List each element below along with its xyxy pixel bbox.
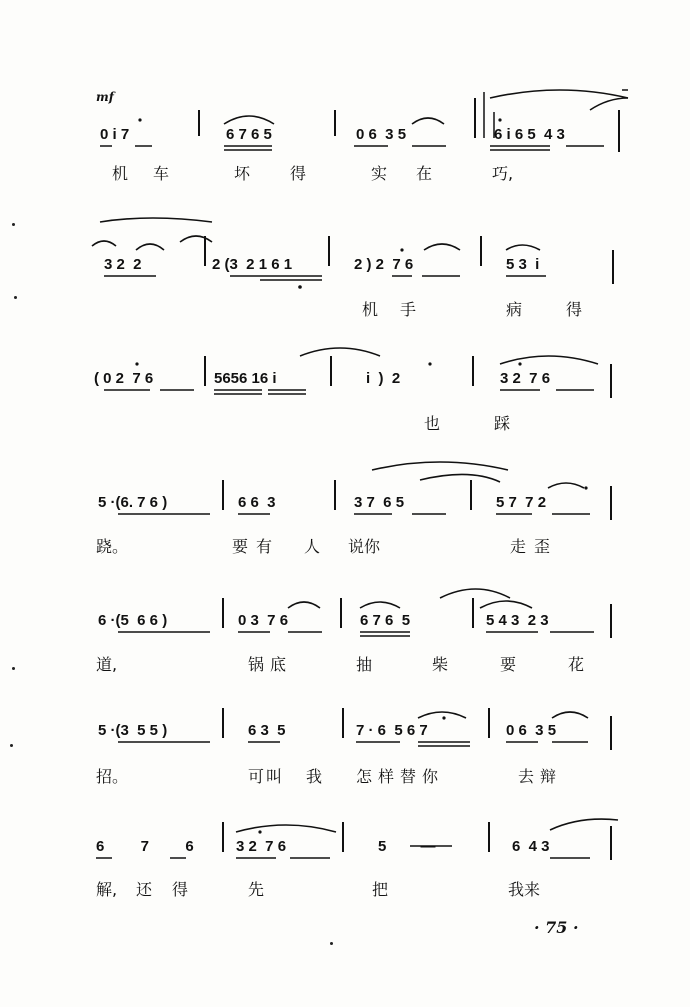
lyric: 得 [172, 880, 189, 899]
lyric: 手 [400, 300, 417, 319]
measure-notes: 2 ) 2 7 6 [354, 256, 414, 273]
lyric: 机 [362, 300, 379, 319]
lyric: 花 [568, 655, 585, 674]
measure-notes: 6 7 6 [96, 838, 194, 855]
measure-notes: 6 4 3 [512, 838, 550, 855]
measure-notes: 0 6 3 5 [356, 126, 407, 143]
lyric: 车 [153, 164, 170, 183]
page-number: · 75 · [534, 918, 579, 937]
measure-notes: 6 3 5 [248, 722, 286, 739]
lyric: 招。 [96, 767, 129, 786]
lyric: 巧, [492, 164, 514, 183]
measure-notes: 7 · 6 5 6 7 [356, 722, 428, 739]
lyric: 先 [248, 880, 265, 899]
lyric: 要 [500, 655, 517, 674]
lyric: 踩 [494, 414, 511, 433]
lyric: 去辩 [518, 767, 563, 786]
measure-notes: 0 i 7 [100, 126, 130, 143]
measure-notes: 2 (3 2 1 6 1 [212, 256, 293, 273]
measure-notes: 0 3 7 6 [238, 612, 289, 629]
dynamic-marking: mf [96, 90, 114, 104]
measure-notes: 3 7 6 5 [354, 494, 405, 511]
lyric: 坏 [234, 164, 251, 183]
lyric: 说你 [348, 537, 381, 556]
measure-notes: 3 2 7 6 [500, 370, 551, 387]
measure-notes: 3 2 7 6 [236, 838, 287, 855]
lyric: 道, [96, 655, 118, 674]
measure-notes: 3 2 2 [104, 256, 142, 273]
measure-notes: 6 7 6 5 [360, 612, 411, 629]
measure-notes: 6 ·(5 6 6 ) [98, 612, 168, 629]
measure-notes: 5 4 3 2 3 [486, 612, 549, 629]
measure-notes: 5 7 7 2 [496, 494, 547, 511]
lyric: 在 [416, 164, 433, 183]
lyric: 机 [112, 164, 129, 183]
lyric: 人 [304, 537, 321, 556]
measure-notes: 5656 16 i [214, 370, 277, 387]
lyric: 病 [506, 300, 523, 319]
measure-notes: 0 6 3 5 [506, 722, 557, 739]
measure-notes: 6 i 6 5 4 3 [494, 126, 565, 143]
lyric: 怎样替你 [356, 767, 445, 786]
lyric: 还 [136, 880, 153, 899]
measure-notes: 5 ·(6. 7 6 ) [98, 494, 168, 511]
lyric: 柴 [432, 655, 449, 674]
lyric: 我 [306, 767, 323, 786]
lyric: 抽 [356, 655, 373, 674]
measure-notes: 5 ·(3 5 5 ) [98, 722, 168, 739]
lyric: 我来 [508, 880, 541, 899]
measure-notes: ( 0 2 7 6 [94, 370, 154, 387]
measure-notes: 6 6 3 [238, 494, 276, 511]
lyric: 得 [290, 164, 307, 183]
lyric: 也 [424, 414, 441, 433]
measure-notes: 5 — [378, 838, 436, 855]
measure-notes: 6 7 6 5 [226, 126, 272, 143]
lyric: 实 [371, 164, 388, 183]
measure-notes: 5 3 i [506, 256, 540, 273]
lyric: 锅底 [248, 655, 293, 674]
lyric: 可叫 [248, 767, 285, 786]
measure-notes: i ) 2 [366, 370, 401, 387]
lyric: 解, [96, 880, 118, 899]
lyric: 要有 [232, 537, 281, 556]
lyric: 走歪 [510, 537, 559, 556]
lyric: 跷。 [96, 537, 129, 556]
lyric: 得 [566, 300, 583, 319]
lyric: 把 [372, 880, 389, 899]
